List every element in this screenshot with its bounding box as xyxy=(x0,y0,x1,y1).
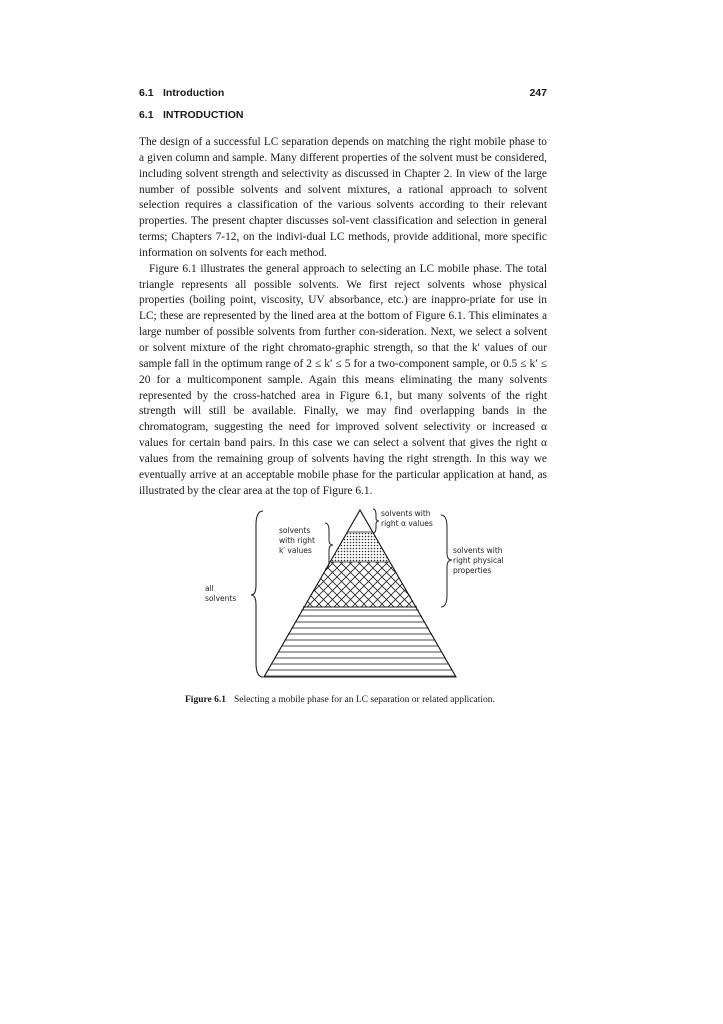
solvent-selection-triangle xyxy=(139,505,559,680)
label-right-alpha-2: right α values xyxy=(381,519,433,528)
brace-physical xyxy=(441,515,452,607)
page-number: 247 xyxy=(529,87,547,99)
figure-caption xyxy=(185,695,585,705)
label-right-k-2: with right xyxy=(279,536,315,545)
label-physical-2: right physical xyxy=(453,556,504,565)
brace-right-alpha xyxy=(373,509,379,533)
running-head-section-number: 6.1 xyxy=(139,87,154,99)
running-head-title: Introduction xyxy=(163,87,225,99)
section-heading-title: INTRODUCTION xyxy=(163,109,244,121)
paragraph-2: Figure 6.1 illustrates the general approach to selecting an LC mobile phase. The total triangle represents all possible solvents. We first reject solvents whose physical properties (boiling point, viscosity, UV absorbance, etc.) are inappro-priate for use in LC; these are represented by the lined area at the bottom of Figure 6.1. This eliminates a large number of possible solvents from further con-sideration. Next, we select a solvent or solvent mixture of the right chromato-graphic strength, so that the k′ values of our sample fall in the optimum range of 2 ≤ k′ ≤ 5 for a two-component sample, or 0.5 ≤ k′ ≤ 20 for a multicomponent sample. Again this means eliminating the many solvents represented by the cross-hatched area in Figure 6.1, but many solvents of the right strength will still be available. Finally, we may find overlapping bands in the chromatogram, suggesting the need for improved solvent selectivity or increased α values for certain band pairs. In this case we can select a solvent that gives the right α values from the remaining group of solvents having the right strength. In this way we eventually arrive at an acceptable mobile phase for the particular application at hand, as illustrated by the clear area at the top of Figure 6.1. xyxy=(139,262,547,497)
dotted-band xyxy=(331,532,389,562)
paragraph-1: The design of a successful LC separation depends on matching the right mobile phase to a given column and sample. Many different properties of the solvent must be considered, including solvent strength and selectivity as discussed in Chapter 2. In view of the large number of possible solvents and solvent mixtures, a rational approach to solvent selection requires a classification of the various solvents according to their relevant properties. The present chapter discusses sol-vent classification and selection in general terms; Chapters 7-12, on the indivi-dual LC methods, provide additional, more specific information on solvents for each method. xyxy=(139,136,547,259)
label-right-k-3: k′ values xyxy=(279,546,312,555)
brace-all xyxy=(251,511,263,677)
label-right-alpha-1: solvents with xyxy=(381,509,431,518)
clear-area-band xyxy=(348,510,372,532)
section-heading xyxy=(139,109,244,121)
lined-band xyxy=(264,607,456,677)
label-right-k-1: solvents xyxy=(279,526,311,535)
figure-6-1 xyxy=(139,505,559,680)
caption-text: Selecting a mobile phase for an LC separation or related application. xyxy=(234,695,495,705)
section-heading-number: 6.1 xyxy=(139,109,154,121)
cross-hatched-band xyxy=(303,562,417,607)
label-physical-1: solvents with xyxy=(453,546,503,555)
label-physical-3: properties xyxy=(453,566,492,575)
body-text xyxy=(139,135,547,499)
label-all-2: solvents xyxy=(205,594,237,603)
caption-label: Figure 6.1 xyxy=(185,695,226,705)
label-all-1: all xyxy=(205,584,214,593)
